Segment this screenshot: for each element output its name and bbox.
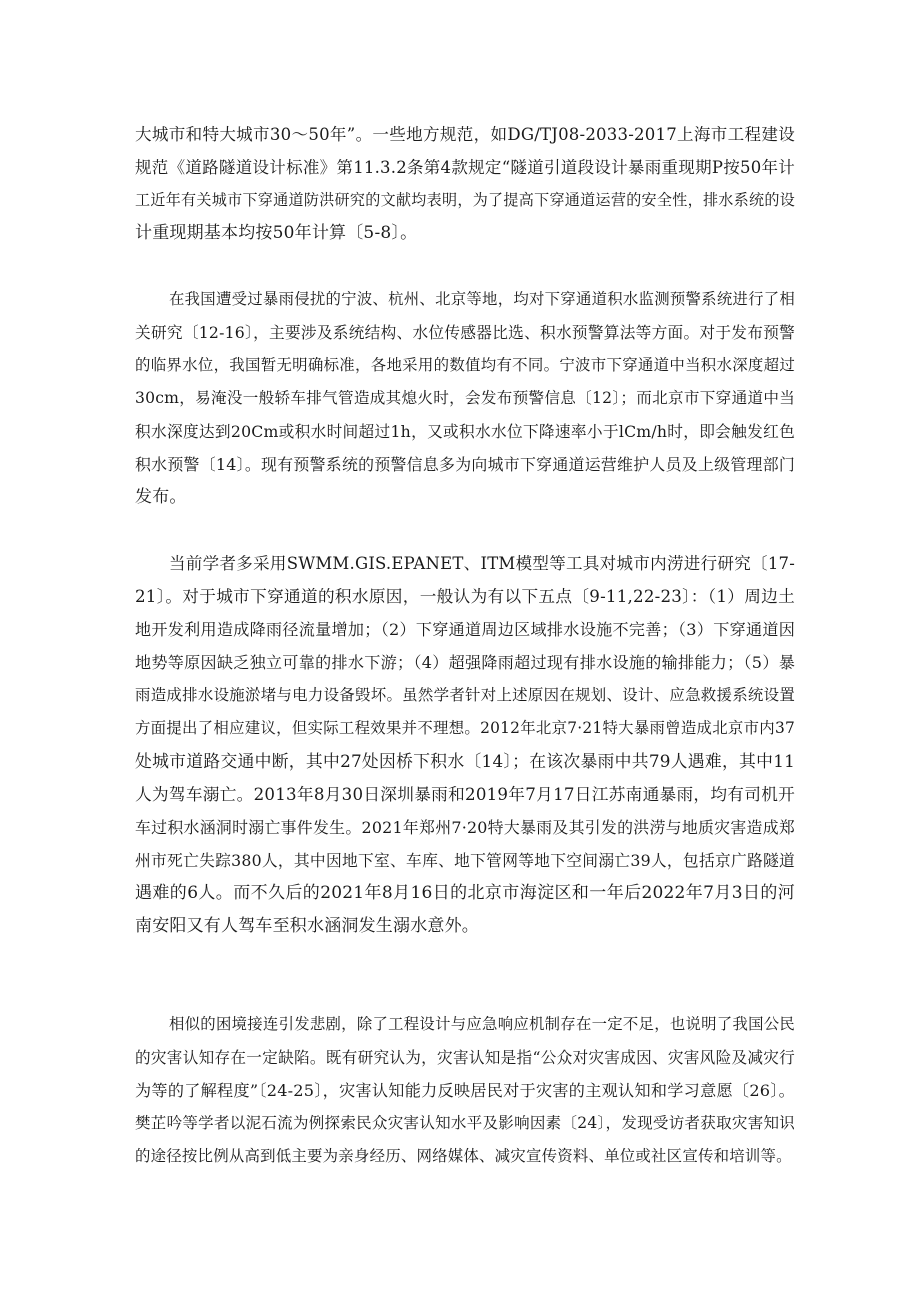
text-line: 的临界水位，我国暂无明确标准，各地采用的数值均有不同。宁波市下穿通道中当积水深度超过 xyxy=(135,356,795,374)
text-line: 在我国遭受过暴雨侵扰的宁波、杭州、北京等地，均对下穿通道积水监测预警系统进行了相 xyxy=(169,290,795,308)
text-line: 樊芷吟等学者以泥石流为例探索民众灾害认知水平及影响因素〔24〕，发现受访者获取灾害知识 xyxy=(135,1114,795,1132)
text-line: 地势等原因缺乏独立可靠的排水下游；（4）超强降雨超过现有排水设施的输排能力；（5）暴 xyxy=(135,653,795,672)
text-line: 南安阳又有人驾车至积水涵洞发生溺水意外。 xyxy=(135,916,479,936)
text-line: 雨造成排水设施淤堵与电力设备毁坏。虽然学者针对上述原因在规划、设计、应急救援系统设置 xyxy=(135,686,795,704)
text-line: 30cm，易淹没一般轿车排气管造成其熄火时，会发布预警信息〔12〕；而北京市下穿通道中当 xyxy=(135,389,795,407)
text-line: 地开发利用造成降雨径流量增加；（2）下穿通道周边区域排水设施不完善；（3）下穿通道因 xyxy=(135,620,795,639)
text-line: 工近年有关城市下穿通道防洪研究的文献均表明，为了提高下穿通道运营的安全性，排水系统的设 xyxy=(135,191,795,209)
text-line: 人为驾车溺亡。2013年8月30日深圳暴雨和2019年7月17日江苏南通暴雨，均有司机开 xyxy=(135,785,795,804)
text-line: 的途径按比例从高到低主要为亲身经历、网络媒体、减灾宣传资料、单位或社区宣传和培训等。 xyxy=(135,1147,792,1165)
text-line: 遇难的6人。而不久后的2021年8月16日的北京市海淀区和一年后2022年7月3日的河 xyxy=(135,883,795,903)
text-line: 处城市道路交通中断，其中27处因桥下积水〔14〕；在该次暴雨中共79人遇难，其中11 xyxy=(135,751,795,771)
paragraph-warning-systems xyxy=(135,283,795,514)
text-line: 当前学者多采用SWMM.GIS.EPANET、ITM模型等工具对城市内涝进行研究〔17- xyxy=(169,554,795,573)
text-line: 发布。 xyxy=(135,487,187,507)
text-line: 积水预警〔14〕。现有预警系统的预警信息多为向城市下穿通道运营维护人员及上级管理部门 xyxy=(135,455,795,474)
text-line: 21〕。对于城市下穿通道的积水原因，一般认为有以下五点〔9-11,22-23〕：（1）周边土 xyxy=(135,587,795,606)
paragraph-flooding-causes xyxy=(135,547,795,943)
paragraph-standards xyxy=(135,118,795,250)
text-line: 关研究〔12-16〕，主要涉及系统结构、水位传感器比选、积水预警算法等方面。对于发布预警 xyxy=(135,323,795,342)
text-line: 大城市和特大城市30～50年”。一些地方规范，如DG/TJ08-2033-2017上海市工程建设 xyxy=(135,125,795,144)
text-line: 积水深度达到20Cm或积水时间超过1h，又或积水水位下降速率小于lCm/h时，即会触发红色 xyxy=(135,422,795,441)
text-line: 规范《道路隧道设计标准》第11.3.2条第4款规定“隧道引道段设计暴雨重现期P按50年计 xyxy=(135,158,795,177)
text-line: 方面提出了相应建议，但实际工程效果并不理想。2012年北京7·21特大暴雨曾造成北京市内37 xyxy=(135,719,795,737)
paragraph-disaster-cognition xyxy=(135,1008,795,1173)
text-line: 计重现期基本均按50年计算〔5-8〕。 xyxy=(135,223,418,243)
text-line: 为等的了解程度”〔24-25〕，灾害认知能力反映居民对于灾害的主观认知和学习意愿〔26〕。 xyxy=(135,1081,795,1100)
text-line: 相似的困境接连引发悲剧，除了工程设计与应急响应机制存在一定不足，也说明了我国公民 xyxy=(169,1015,795,1033)
text-line: 车过积水涵洞时溺亡事件发生。2021年郑州7·20特大暴雨及其引发的洪涝与地质灾害造成郑 xyxy=(135,818,795,837)
text-line: 州市死亡失踪380人，其中因地下室、车库、地下管网等地下空间溺亡39人，包括京广路隧道 xyxy=(135,851,795,870)
text-line: 的灾害认知存在一定缺陷。既有研究认为，灾害认知是指“公众对灾害成因、灾害风险及减灾行 xyxy=(135,1048,795,1067)
